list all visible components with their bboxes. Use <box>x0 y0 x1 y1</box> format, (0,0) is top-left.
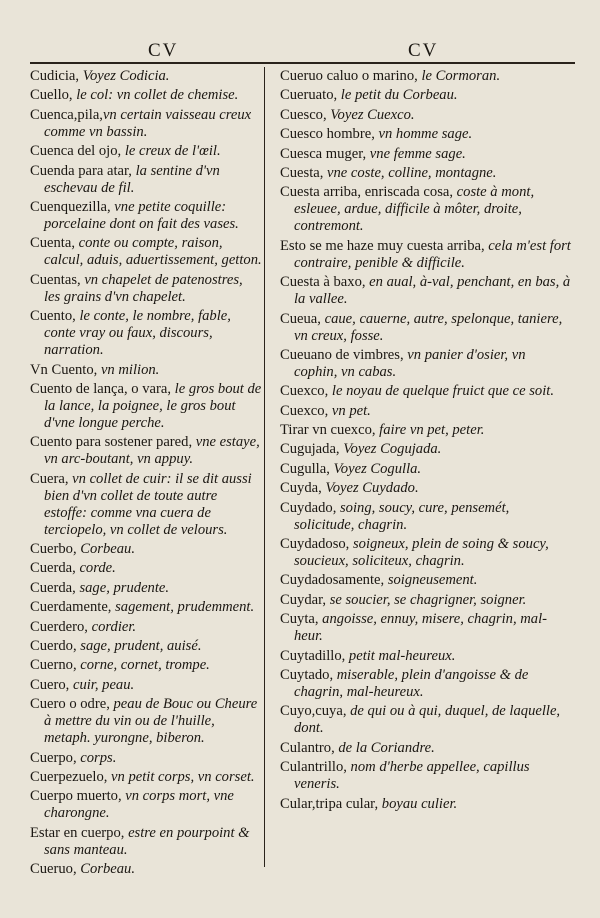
entry-definition: vn panier d'osier, vn cophin, vn cabas. <box>294 346 526 380</box>
entry-headword: Cuero o odre, <box>30 696 114 713</box>
dictionary-entry <box>30 580 262 597</box>
entry-headword: Cuerpo muerto, <box>30 788 126 805</box>
dictionary-entry <box>30 381 262 432</box>
running-head-right: CV <box>408 40 439 61</box>
dictionary-entry <box>280 184 572 235</box>
dictionary-entry <box>280 403 572 420</box>
dictionary-entry <box>30 235 262 269</box>
entry-definition: vn petit corps, vn corset. <box>111 768 255 785</box>
dictionary-entry <box>280 759 572 793</box>
entry-headword: Cular,tripa cular, <box>280 795 382 812</box>
dictionary-entry <box>30 769 262 786</box>
entry-headword: Cuesta, <box>280 164 328 181</box>
dictionary-entry <box>30 143 262 160</box>
dictionary-entry <box>30 696 262 747</box>
dictionary-entry <box>280 383 572 400</box>
dictionary-entry <box>30 560 262 577</box>
entry-headword: Cuerno, <box>30 657 81 674</box>
entry-headword: Cuesta arriba, enriscada cosa, <box>280 184 457 201</box>
running-head-left: CV <box>148 40 179 61</box>
entry-headword: Cueruo, <box>30 861 81 878</box>
entry-headword: Cuyda, <box>280 480 326 497</box>
dictionary-entry <box>280 740 572 757</box>
entry-definition: cuir, peau. <box>72 676 135 693</box>
entry-definition: nom d'herbe appellee, capillus veneris. <box>294 759 530 793</box>
entry-definition: Voyez Cogujada. <box>343 441 442 458</box>
entry-headword: Cuerpo, <box>30 749 81 766</box>
dictionary-entry <box>30 788 262 822</box>
entry-definition: Voyez Codicia. <box>82 68 170 84</box>
entry-definition: miserable, plein d'angoisse & de chagrin, mal-heureux. <box>294 666 529 700</box>
entry-definition: le gros bout de la lance, la poignee, le gros bout d'vne longue perche. <box>44 380 262 431</box>
entry-definition: vne estaye, vn arc-boutant, vn appuy. <box>44 434 260 468</box>
dictionary-entry <box>280 667 572 701</box>
page-header <box>30 40 575 62</box>
dictionary-entry <box>30 199 262 233</box>
entry-headword: Cuerda, <box>30 560 80 577</box>
entry-definition: corps. <box>80 749 117 766</box>
entry-headword: Cuerpezuelo, <box>30 768 112 785</box>
dictionary-entry <box>280 611 572 645</box>
left-column <box>30 68 262 881</box>
dictionary-entry <box>30 163 262 197</box>
entry-headword: Cugulla, <box>280 460 334 477</box>
entry-headword: Cuenca,pila, <box>30 106 103 123</box>
entry-headword: Cuenca del ojo, <box>30 143 125 160</box>
entry-definition: le creux de l'œil. <box>124 143 221 160</box>
dictionary-entry <box>280 107 572 124</box>
dictionary-entry <box>280 126 572 143</box>
dictionary-entry <box>30 87 262 104</box>
dictionary-entry <box>280 87 572 104</box>
dictionary-entry <box>280 703 572 737</box>
dictionary-entry <box>30 434 262 468</box>
dictionary-entry <box>280 592 572 609</box>
dictionary-entry <box>280 68 572 85</box>
dictionary-entry <box>30 272 262 306</box>
dictionary-entry <box>30 657 262 674</box>
entry-headword: Cuerdero, <box>30 618 92 635</box>
entry-definition: vn homme sage. <box>378 126 473 143</box>
entry-definition: Corbeau. <box>80 541 135 558</box>
entry-headword: Cueua, <box>280 310 325 327</box>
entry-headword: Cuesta à baxo, <box>280 274 370 291</box>
entry-headword: Cueuano de vimbres, <box>280 346 408 363</box>
entry-headword: Esto se me haze muy cuesta arriba, <box>280 237 489 254</box>
entry-headword: Cuentas, <box>30 271 85 288</box>
entry-definition: se soucier, se chagrigner, soigner. <box>329 591 527 608</box>
entry-headword: Estar en cuerpo, <box>30 824 129 841</box>
entry-headword: Cuyta, <box>280 611 323 628</box>
entry-headword: Cuexco, <box>280 402 332 419</box>
dictionary-entry <box>30 308 262 359</box>
entry-definition: caue, cauerne, autre, spelonque, taniere, vn creux, fosse. <box>294 310 563 344</box>
header-rule <box>30 62 575 64</box>
entry-definition: vn corps mort, vne charongne. <box>44 788 234 822</box>
entry-definition: vn chapelet de patenostres, les grains d'vn chapelet. <box>44 271 243 305</box>
entry-headword: Cuerbo, <box>30 541 81 558</box>
entry-headword: Cuerdamente, <box>30 599 116 616</box>
entry-definition: Voyez Cogulla. <box>333 460 422 477</box>
dictionary-entry <box>280 422 572 439</box>
entry-definition: sage, prudent, auisé. <box>80 638 202 655</box>
dictionary-entry <box>30 471 262 539</box>
entry-definition: le Cormoran. <box>421 68 501 84</box>
entry-headword: Cuytado, <box>280 666 337 683</box>
entry-definition: la sentine d'vn eschevau de fil. <box>44 162 220 196</box>
entry-definition: Voyez Cuydado. <box>325 480 419 497</box>
entry-definition: en aual, à-val, penchant, en bas, à la vallee. <box>294 274 571 308</box>
entry-headword: Cuytadillo, <box>280 647 349 664</box>
dictionary-entry <box>280 572 572 589</box>
entry-definition: le noyau de quelque fruict que ce soit. <box>331 383 554 400</box>
entry-definition: vn pet. <box>331 402 371 419</box>
entry-headword: Culantro, <box>280 739 339 756</box>
dictionary-entry <box>30 107 262 141</box>
entry-definition: le petit du Corbeau. <box>340 87 458 104</box>
dictionary-entry <box>30 638 262 655</box>
entry-definition: vne petite coquille: porcelaine dont on fait des vases. <box>44 198 239 232</box>
entry-headword: Cuexco, <box>280 383 332 400</box>
dictionary-entry <box>280 165 572 182</box>
entry-definition: vne coste, colline, montagne. <box>327 164 497 181</box>
dictionary-entry <box>30 825 262 859</box>
dictionary-entry <box>30 677 262 694</box>
entry-headword: Cuydado, <box>280 499 340 516</box>
entry-headword: Cuento, <box>30 308 80 325</box>
entry-headword: Cuento de lança, o vara, <box>30 380 175 397</box>
dictionary-entry <box>30 619 262 636</box>
entry-headword: Cuesca muger, <box>280 145 370 162</box>
entry-definition: soing, soucy, cure, pensemét, solicitude, chagrin. <box>294 499 510 533</box>
entry-headword: Vn Cuento, <box>30 361 101 378</box>
dictionary-entry <box>280 480 572 497</box>
entry-definition: vn certain vaisseau creux comme vn bassin. <box>44 106 252 140</box>
entry-definition: sagement, prudemment. <box>115 599 255 616</box>
entry-definition: corde. <box>79 560 116 577</box>
dictionary-entry <box>30 541 262 558</box>
entry-definition: soigneux, plein de soing & soucy, soucieux, soliciteux, chagrin. <box>294 536 549 570</box>
entry-definition: corne, cornet, trompe. <box>80 657 210 674</box>
entry-headword: Cuydar, <box>280 591 330 608</box>
dictionary-entry <box>280 536 572 570</box>
entry-definition: petit mal-heureux. <box>348 647 456 664</box>
entry-headword: Tirar vn cuexco, <box>280 422 380 439</box>
entry-definition: cela m'est fort contraire, penible & difficile. <box>294 237 571 271</box>
entry-headword: Cuerdo, <box>30 638 81 655</box>
entry-definition: vn milion. <box>100 361 160 378</box>
entry-headword: Cuenquezilla, <box>30 198 115 215</box>
entry-definition: Voyez Cuexco. <box>330 106 415 123</box>
entry-definition: coste à mont, esleuee, ardue, difficile à môter, droite, contremont. <box>294 184 535 235</box>
dictionary-entry <box>280 238 572 272</box>
entry-definition: cordier. <box>91 618 137 635</box>
entry-definition: de la Coriandre. <box>338 739 435 756</box>
entry-headword: Cueruo caluo o marino, <box>280 68 422 84</box>
dictionary-entry <box>280 146 572 163</box>
entry-definition: Corbeau. <box>80 861 135 878</box>
entry-definition: le col: vn collet de chemise. <box>76 87 239 104</box>
entry-headword: Cuenda para atar, <box>30 162 136 179</box>
dictionary-entry <box>30 599 262 616</box>
entry-definition: peau de Bouc ou Cheure à mettre du vin ou de l'huille, metaph. yurongne, biberon. <box>44 696 258 747</box>
entry-headword: Culantrillo, <box>280 759 351 776</box>
dictionary-entry <box>280 796 572 813</box>
entry-definition: le conte, le nombre, fable, conte vray ou faux, discours, narration. <box>44 308 231 359</box>
entry-headword: Cuero, <box>30 676 73 693</box>
entry-headword: Cugujada, <box>280 441 344 458</box>
dictionary-entry <box>280 648 572 665</box>
entry-headword: Cuesco, <box>280 106 331 123</box>
entry-headword: Cuento para sostener pared, <box>30 434 196 451</box>
entry-definition: soigneusement. <box>387 572 478 589</box>
dictionary-entry <box>30 861 262 878</box>
entry-definition: de qui ou à qui, duquel, de laquelle, dont. <box>294 703 561 737</box>
entry-definition: estre en pourpoint & sans manteau. <box>44 824 250 858</box>
dictionary-entry <box>30 68 262 85</box>
entry-definition: sage, prudente. <box>79 579 170 596</box>
dictionary-entry <box>30 750 262 767</box>
dictionary-entry <box>280 461 572 478</box>
dictionary-entry <box>280 500 572 534</box>
entry-definition: vne femme sage. <box>369 145 466 162</box>
entry-definition: faire vn pet, peter. <box>379 422 485 439</box>
dictionary-entry <box>280 441 572 458</box>
column-divider <box>264 67 265 867</box>
entry-definition: conte ou compte, raison, calcul, aduis, aduertissement, getton. <box>44 235 262 269</box>
dictionary-entry <box>280 347 572 381</box>
entry-headword: Cudicia, <box>30 68 83 84</box>
entry-headword: Cuydadoso, <box>280 536 353 553</box>
entry-headword: Cueruato, <box>280 87 341 104</box>
dictionary-entry <box>280 274 572 308</box>
entry-definition: boyau culier. <box>381 795 458 812</box>
entry-headword: Cuydadosamente, <box>280 572 388 589</box>
dictionary-entry <box>280 311 572 345</box>
entry-headword: Cuyo,cuya, <box>280 703 351 720</box>
dictionary-entry <box>30 362 262 379</box>
entry-headword: Cuesco hombre, <box>280 126 379 143</box>
right-column <box>280 68 572 815</box>
entry-headword: Cuera, <box>30 470 73 487</box>
entry-headword: Cuenta, <box>30 235 79 252</box>
entry-definition: vn collet de cuir: il se dit aussi bien d'vn collet de toute autre estoffe: comme vna cuera de terciopelo, vn collet de velours. <box>44 470 252 538</box>
entry-headword: Cuello, <box>30 87 77 104</box>
entry-definition: angoisse, ennuy, misere, chagrin, mal-heur. <box>294 611 547 645</box>
entry-headword: Cuerda, <box>30 579 80 596</box>
